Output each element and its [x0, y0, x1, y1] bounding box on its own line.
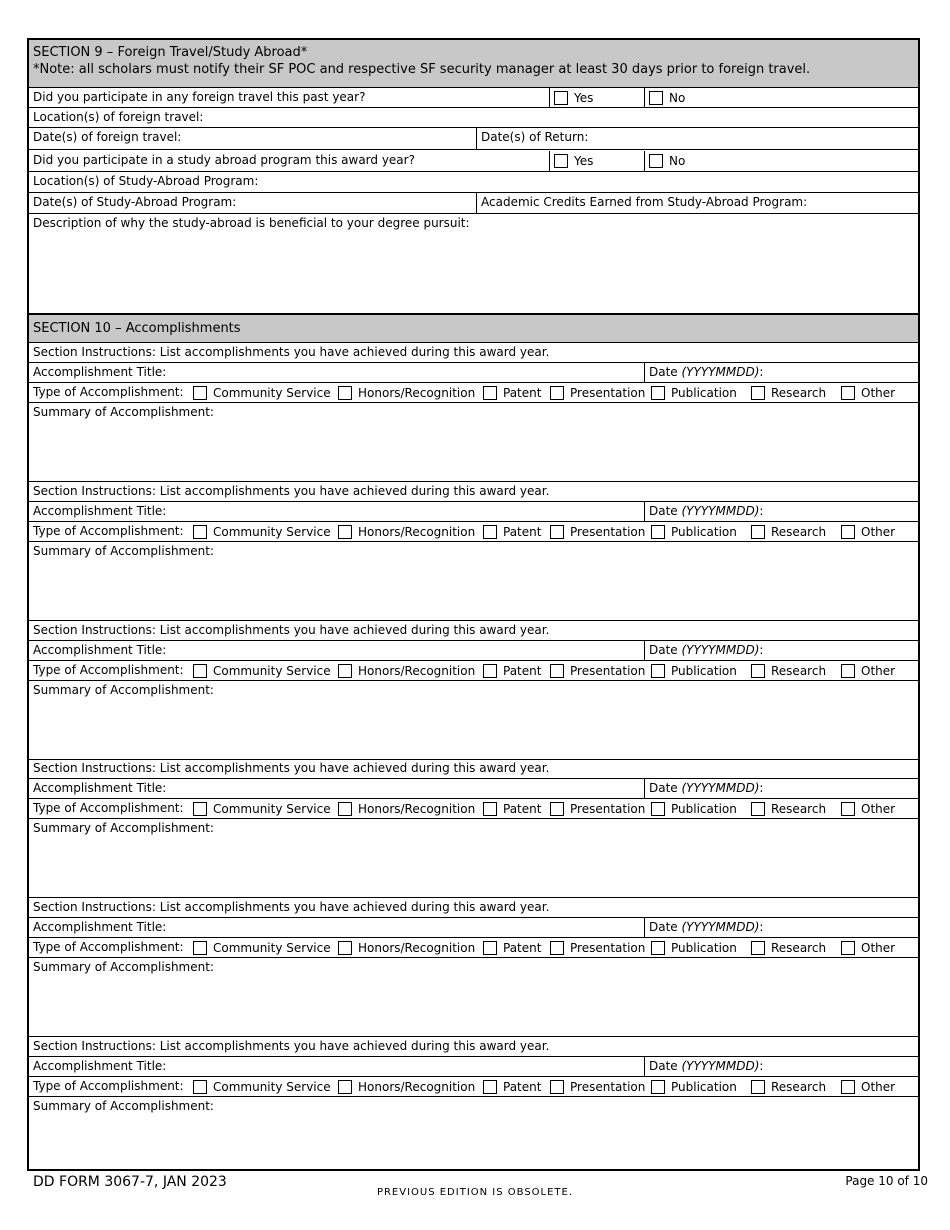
- type-option-label: Patent: [503, 386, 542, 400]
- type-option[interactable]: [841, 1078, 895, 1096]
- type-checkbox[interactable]: [841, 941, 855, 955]
- accomplishment-type-row: [29, 661, 918, 681]
- type-checkbox[interactable]: [651, 525, 665, 539]
- type-option[interactable]: [338, 384, 475, 402]
- accomplishment-title-row: [29, 502, 918, 522]
- travel-locations-row[interactable]: [29, 108, 918, 128]
- type-checkbox[interactable]: [751, 386, 765, 400]
- type-option[interactable]: [841, 523, 895, 541]
- type-checkbox[interactable]: [193, 386, 207, 400]
- type-checkbox[interactable]: [550, 1080, 564, 1094]
- type-option-label: Patent: [503, 664, 542, 678]
- accomplishment-title-label: Accomplishment Title:: [33, 504, 167, 518]
- accomplishment-title-field[interactable]: [29, 641, 644, 660]
- section-9-note: *Note: all scholars must notify their SF POC and respective SF security manager at least 30 days prior to foreign travel.: [33, 62, 811, 77]
- no-label: No: [669, 154, 686, 168]
- accomplishment-summary[interactable]: [29, 542, 918, 621]
- section-9-header: [29, 40, 918, 88]
- accomplishment-instructions: [29, 621, 918, 641]
- type-option[interactable]: [841, 384, 895, 402]
- type-option-label: Other: [861, 1080, 896, 1094]
- type-checkbox[interactable]: [338, 941, 352, 955]
- type-option[interactable]: [651, 1078, 737, 1096]
- type-option-label: Community Service: [213, 525, 331, 539]
- type-option-label: Other: [861, 664, 896, 678]
- yes-label: Yes: [574, 91, 594, 105]
- type-option-label: Honors/Recognition: [358, 664, 476, 678]
- type-option-label: Community Service: [213, 386, 331, 400]
- type-checkbox[interactable]: [651, 386, 665, 400]
- type-checkbox[interactable]: [651, 664, 665, 678]
- type-checkbox[interactable]: [483, 664, 497, 678]
- type-option[interactable]: [483, 800, 541, 818]
- type-option-label: Research: [771, 525, 827, 539]
- type-checkbox[interactable]: [841, 525, 855, 539]
- type-option[interactable]: [193, 662, 331, 680]
- type-option[interactable]: [651, 939, 737, 957]
- accomplishment-title-field[interactable]: [29, 918, 644, 937]
- accomplishment-instructions: [29, 343, 918, 363]
- type-option[interactable]: [841, 800, 895, 818]
- type-option-label: Publication: [671, 1080, 737, 1094]
- type-checkbox[interactable]: [483, 1080, 497, 1094]
- type-checkbox[interactable]: [550, 941, 564, 955]
- accomplishment-summary[interactable]: [29, 681, 918, 760]
- type-checkbox[interactable]: [751, 664, 765, 678]
- type-option-label: Research: [771, 802, 827, 816]
- accomplishment-instructions: [29, 759, 918, 779]
- accomplishment-date-field[interactable]: [644, 779, 918, 798]
- study-abroad-no[interactable]: [644, 151, 918, 171]
- accomplishment-instructions: [29, 482, 918, 502]
- section-10-title: SECTION 10 – Accomplishments: [33, 321, 241, 336]
- section-10-header: [29, 315, 918, 343]
- type-checkbox[interactable]: [751, 1080, 765, 1094]
- type-option[interactable]: [338, 800, 475, 818]
- study-abroad-yes-checkbox[interactable]: [554, 154, 568, 168]
- no-label: No: [669, 91, 686, 105]
- type-checkbox[interactable]: [841, 386, 855, 400]
- type-option-label: Patent: [503, 525, 542, 539]
- edition-notice: PREVIOUS EDITION IS OBSOLETE.: [376, 1187, 574, 1198]
- study-dates-label: Date(s) of Study-Abroad Program:: [33, 195, 237, 209]
- return-dates-label: Date(s) of Return:: [481, 130, 589, 144]
- foreign-travel-yes[interactable]: [549, 88, 644, 107]
- study-description-label: Description of why the study-abroad is beneficial to your degree pursuit:: [33, 216, 470, 230]
- type-option-label: Other: [861, 941, 896, 955]
- accomplishment-title-row: [29, 1057, 918, 1077]
- summary-label: Summary of Accomplishment:: [33, 821, 214, 835]
- accomplishment-type-row: [29, 522, 918, 542]
- type-option-label: Community Service: [213, 941, 331, 955]
- summary-label: Summary of Accomplishment:: [33, 960, 214, 974]
- type-option-label: Honors/Recognition: [358, 525, 476, 539]
- date-colon: :: [759, 1059, 764, 1073]
- type-option-label: Honors/Recognition: [358, 1080, 476, 1094]
- accomplishment-summary[interactable]: [29, 958, 918, 1037]
- type-checkbox[interactable]: [550, 386, 564, 400]
- type-checkbox[interactable]: [338, 1080, 352, 1094]
- type-checkbox[interactable]: [338, 664, 352, 678]
- type-option-label: Honors/Recognition: [358, 941, 476, 955]
- type-option-label: Presentation: [570, 525, 646, 539]
- date-colon: :: [759, 920, 764, 934]
- type-option[interactable]: [751, 800, 826, 818]
- type-option-label: Publication: [671, 525, 737, 539]
- type-option[interactable]: [550, 523, 645, 541]
- type-option[interactable]: [841, 662, 895, 680]
- instructions-text: Section Instructions: List accomplishments you have achieved during this award year.: [33, 623, 550, 637]
- type-checkbox[interactable]: [193, 1080, 207, 1094]
- type-checkbox[interactable]: [338, 802, 352, 816]
- type-checkbox[interactable]: [193, 941, 207, 955]
- type-checkbox[interactable]: [751, 802, 765, 816]
- accomplishment-title-row: [29, 363, 918, 383]
- type-label: Type of Accomplishment:: [33, 524, 184, 538]
- date-format: (YYYYMMDD): [681, 643, 760, 657]
- date-format: (YYYYMMDD): [681, 920, 760, 934]
- yes-label: Yes: [574, 154, 594, 168]
- study-locations-row[interactable]: [29, 172, 918, 193]
- type-option[interactable]: [193, 939, 331, 957]
- date-format: (YYYYMMDD): [681, 1059, 760, 1073]
- instructions-text: Section Instructions: List accomplishments you have achieved during this award year.: [33, 345, 550, 359]
- type-checkbox[interactable]: [338, 386, 352, 400]
- type-option-label: Publication: [671, 386, 737, 400]
- accomplishment-title-row: [29, 918, 918, 938]
- travel-locations-label: Location(s) of foreign travel:: [33, 110, 204, 124]
- type-option[interactable]: [193, 384, 331, 402]
- accomplishment-summary[interactable]: [29, 819, 918, 898]
- type-checkbox[interactable]: [193, 664, 207, 678]
- type-option[interactable]: [751, 939, 826, 957]
- page-number: Page 10 of 10: [845, 1174, 928, 1188]
- type-checkbox[interactable]: [841, 1080, 855, 1094]
- travel-dates-row: [29, 128, 918, 150]
- foreign-travel-question: Did you participate in any foreign travel this past year?: [33, 90, 366, 104]
- type-option[interactable]: [651, 384, 737, 402]
- type-option[interactable]: [550, 384, 645, 402]
- accomplishment-title-field[interactable]: [29, 363, 644, 382]
- accomplishment-title-field[interactable]: [29, 502, 644, 521]
- type-option[interactable]: [550, 800, 645, 818]
- type-option[interactable]: [751, 384, 826, 402]
- type-option-label: Honors/Recognition: [358, 802, 476, 816]
- type-option-label: Presentation: [570, 941, 646, 955]
- type-option[interactable]: [193, 800, 331, 818]
- type-label: Type of Accomplishment:: [33, 801, 184, 815]
- foreign-travel-no-checkbox[interactable]: [649, 91, 663, 105]
- study-abroad-yes[interactable]: [549, 151, 644, 171]
- type-option-label: Patent: [503, 802, 542, 816]
- date-format: (YYYYMMDD): [681, 781, 760, 795]
- type-checkbox[interactable]: [483, 941, 497, 955]
- credits-field[interactable]: [476, 193, 918, 213]
- date-format: (YYYYMMDD): [681, 504, 760, 518]
- type-option[interactable]: [338, 662, 475, 680]
- accomplishment-date-field[interactable]: [644, 363, 918, 382]
- type-option[interactable]: [550, 662, 645, 680]
- accomplishment-date-field[interactable]: [644, 1057, 918, 1076]
- date-colon: :: [759, 643, 764, 657]
- type-option[interactable]: [338, 939, 475, 957]
- study-description-row[interactable]: [29, 214, 918, 315]
- type-checkbox[interactable]: [550, 525, 564, 539]
- type-checkbox[interactable]: [651, 941, 665, 955]
- type-option-label: Other: [861, 525, 896, 539]
- type-option[interactable]: [651, 800, 737, 818]
- study-abroad-row: [29, 151, 918, 172]
- travel-dates-field[interactable]: [29, 128, 476, 150]
- type-checkbox[interactable]: [483, 525, 497, 539]
- accomplishment-title-label: Accomplishment Title:: [33, 365, 167, 379]
- type-option-label: Presentation: [570, 386, 646, 400]
- accomplishment-title-field[interactable]: [29, 779, 644, 798]
- instructions-text: Section Instructions: List accomplishments you have achieved during this award year.: [33, 900, 550, 914]
- type-label: Type of Accomplishment:: [33, 1079, 184, 1093]
- type-option-label: Honors/Recognition: [358, 386, 476, 400]
- study-abroad-no-checkbox[interactable]: [649, 154, 663, 168]
- summary-label: Summary of Accomplishment:: [33, 1099, 214, 1113]
- accomplishment-type-row: [29, 938, 918, 958]
- foreign-travel-no[interactable]: [644, 88, 918, 107]
- section-9-title: SECTION 9 – Foreign Travel/Study Abroad*: [33, 45, 308, 60]
- accomplishment-title-row: [29, 779, 918, 799]
- type-option-label: Community Service: [213, 664, 331, 678]
- foreign-travel-yes-checkbox[interactable]: [554, 91, 568, 105]
- type-option[interactable]: [651, 523, 737, 541]
- foreign-travel-row: [29, 88, 918, 108]
- type-option-label: Presentation: [570, 664, 646, 678]
- type-option[interactable]: [193, 523, 331, 541]
- type-option-label: Community Service: [213, 1080, 331, 1094]
- instructions-text: Section Instructions: List accomplishments you have achieved during this award year.: [33, 484, 550, 498]
- type-option[interactable]: [751, 662, 826, 680]
- type-option-label: Research: [771, 941, 827, 955]
- type-label: Type of Accomplishment:: [33, 663, 184, 677]
- study-locations-label: Location(s) of Study-Abroad Program:: [33, 174, 259, 188]
- type-checkbox[interactable]: [550, 664, 564, 678]
- type-label: Type of Accomplishment:: [33, 940, 184, 954]
- date-colon: :: [759, 365, 764, 379]
- study-dates-row: [29, 193, 918, 214]
- type-option[interactable]: [483, 384, 541, 402]
- type-option-label: Presentation: [570, 802, 646, 816]
- date-format: (YYYYMMDD): [681, 365, 760, 379]
- accomplishment-title-field[interactable]: [29, 1057, 644, 1076]
- accomplishment-date-field[interactable]: [644, 502, 918, 521]
- type-option-label: Patent: [503, 1080, 542, 1094]
- date-label: Date: [649, 1059, 682, 1073]
- date-label: Date: [649, 781, 682, 795]
- accomplishment-title-label: Accomplishment Title:: [33, 920, 167, 934]
- type-option[interactable]: [338, 1078, 475, 1096]
- type-option-label: Other: [861, 802, 896, 816]
- type-checkbox[interactable]: [841, 664, 855, 678]
- type-option-label: Community Service: [213, 802, 331, 816]
- type-checkbox[interactable]: [338, 525, 352, 539]
- accomplishment-date-field[interactable]: [644, 918, 918, 937]
- type-option-label: Research: [771, 664, 827, 678]
- type-option-label: Patent: [503, 941, 542, 955]
- accomplishment-title-label: Accomplishment Title:: [33, 643, 167, 657]
- accomplishment-instructions: [29, 1037, 918, 1057]
- type-checkbox[interactable]: [841, 802, 855, 816]
- accomplishment-summary[interactable]: [29, 403, 918, 482]
- date-label: Date: [649, 365, 682, 379]
- type-checkbox[interactable]: [550, 802, 564, 816]
- instructions-text: Section Instructions: List accomplishments you have achieved during this award year.: [33, 1039, 550, 1053]
- type-option[interactable]: [338, 523, 475, 541]
- type-checkbox[interactable]: [483, 802, 497, 816]
- type-option[interactable]: [193, 1078, 331, 1096]
- type-option-label: Publication: [671, 802, 737, 816]
- accomplishment-summary[interactable]: [29, 1097, 918, 1169]
- type-option[interactable]: [751, 523, 826, 541]
- type-option-label: Research: [771, 1080, 827, 1094]
- type-option[interactable]: [483, 662, 541, 680]
- type-option[interactable]: [651, 662, 737, 680]
- accomplishment-date-field[interactable]: [644, 641, 918, 660]
- date-label: Date: [649, 643, 682, 657]
- accomplishment-type-row: [29, 383, 918, 403]
- type-checkbox[interactable]: [651, 1080, 665, 1094]
- form-id: DD FORM 3067-7, JAN 2023: [33, 1174, 227, 1190]
- type-option-label: Publication: [671, 941, 737, 955]
- accomplishment-instructions: [29, 898, 918, 918]
- credits-label: Academic Credits Earned from Study-Abroad Program:: [481, 195, 808, 209]
- accomplishment-title-row: [29, 641, 918, 661]
- type-label: Type of Accomplishment:: [33, 385, 184, 399]
- summary-label: Summary of Accomplishment:: [33, 683, 214, 697]
- summary-label: Summary of Accomplishment:: [33, 405, 214, 419]
- return-dates-field[interactable]: [476, 128, 918, 150]
- type-option[interactable]: [550, 1078, 645, 1096]
- summary-label: Summary of Accomplishment:: [33, 544, 214, 558]
- instructions-text: Section Instructions: List accomplishments you have achieved during this award year.: [33, 761, 550, 775]
- type-checkbox[interactable]: [193, 802, 207, 816]
- date-label: Date: [649, 504, 682, 518]
- type-checkbox[interactable]: [751, 941, 765, 955]
- form-page: [27, 38, 920, 1171]
- study-abroad-question: Did you participate in a study abroad program this award year?: [33, 153, 415, 167]
- type-option-label: Publication: [671, 664, 737, 678]
- travel-dates-label: Date(s) of foreign travel:: [33, 130, 182, 144]
- type-option[interactable]: [483, 1078, 541, 1096]
- accomplishment-title-label: Accomplishment Title:: [33, 781, 167, 795]
- accomplishment-type-row: [29, 799, 918, 819]
- study-dates-field[interactable]: [29, 193, 476, 213]
- type-option-label: Other: [861, 386, 896, 400]
- accomplishment-title-label: Accomplishment Title:: [33, 1059, 167, 1073]
- date-label: Date: [649, 920, 682, 934]
- type-option[interactable]: [751, 1078, 826, 1096]
- type-option[interactable]: [550, 939, 645, 957]
- type-checkbox[interactable]: [193, 525, 207, 539]
- type-checkbox[interactable]: [651, 802, 665, 816]
- accomplishment-type-row: [29, 1077, 918, 1097]
- date-colon: :: [759, 781, 764, 795]
- type-checkbox[interactable]: [751, 525, 765, 539]
- type-option-label: Presentation: [570, 1080, 646, 1094]
- type-option-label: Research: [771, 386, 827, 400]
- type-option[interactable]: [483, 523, 541, 541]
- type-option[interactable]: [483, 939, 541, 957]
- type-option[interactable]: [841, 939, 895, 957]
- type-checkbox[interactable]: [483, 386, 497, 400]
- date-colon: :: [759, 504, 764, 518]
